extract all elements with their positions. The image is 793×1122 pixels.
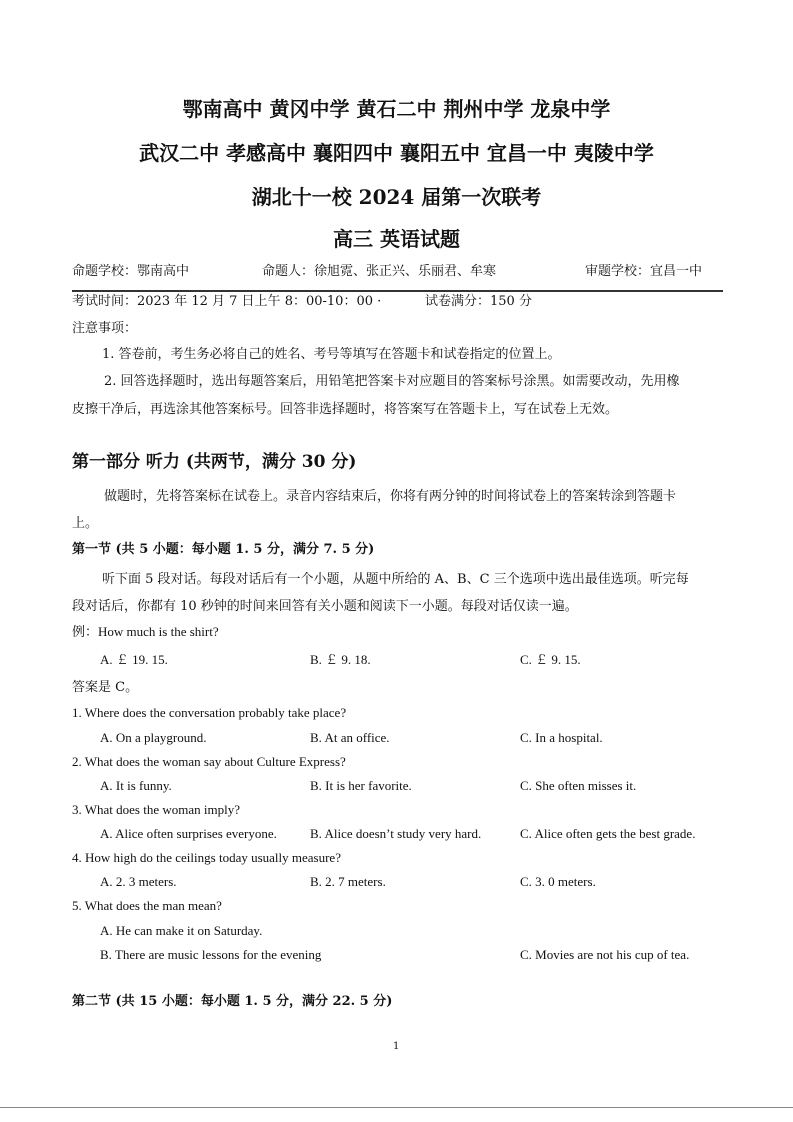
q1-option-a: A. On a playground.: [100, 730, 207, 745]
question-2: 2. What does the woman say about Culture Express?: [72, 754, 346, 769]
header-rule: [72, 290, 723, 292]
example-option-a: A. ￡ 19. 15.: [100, 652, 168, 667]
setter-school: 命题学校：鄂南高中: [72, 264, 190, 279]
q3-option-a: A. Alice often surprises everyone.: [100, 826, 277, 841]
example-option-c: C. ￡ 9. 15.: [520, 652, 581, 667]
q4-option-c: C. 3. 0 meters.: [520, 874, 596, 889]
q5-option-b: B. There are music lessons for the evening: [100, 947, 322, 962]
q2-option-a: A. It is funny.: [100, 778, 172, 793]
section1-intro-cont: 段对话后，你都有 10 秒钟的时间来回答有关小题和阅读下一小题。每段对话仅读一遍。: [72, 599, 578, 614]
note-item-2: 2. 回答选择题时，选出每题答案后，用铅笔把答案卡对应题目的答案标号涂黑。如需要改动，先用橡: [104, 374, 680, 389]
q3-option-c: C. Alice often gets the best grade.: [520, 826, 696, 841]
notes-title: 注意事项：: [72, 321, 138, 336]
page-number: 1: [393, 1041, 400, 1052]
question-3: 3. What does the woman imply?: [72, 802, 241, 817]
q5-option-a: A. He can make it on Saturday.: [100, 923, 263, 938]
title-schools-2: 武汉二中 孝感高中 襄阳四中 襄阳五中 宜昌一中 夷陵中学: [139, 141, 654, 165]
q2-option-b: B. It is her favorite.: [310, 778, 412, 793]
example-answer: 答案是 C。: [72, 680, 139, 695]
full-score: 试卷满分：150 分: [425, 294, 532, 309]
section1-heading: 第一节 (共 5 小题：每小题 1. 5 分，满分 7. 5 分): [72, 542, 375, 557]
question-5: 5. What does the man mean?: [72, 898, 222, 913]
title-subject: 高三 英语试题: [333, 227, 460, 251]
q2-option-c: C. She often misses it.: [520, 778, 637, 793]
page-bottom-rule: [0, 1107, 793, 1108]
section1-intro: 听下面 5 段对话。每段对话后有一个小题，从题中所给的 A、B、C 三个选项中选出最佳选项。听完每: [102, 572, 689, 587]
reviewer-school: 审题学校：宜昌一中: [585, 264, 703, 279]
exam-time: 考试时间：2023 年 12 月 7 日上午 8：00-10：00 ·: [72, 294, 382, 309]
title-exam: 湖北十一校 2024 届第一次联考: [251, 185, 542, 209]
note-item-1: 1. 答卷前，考生务必将自己的姓名、考号等填写在答题卡和试卷指定的位置上。: [102, 347, 561, 362]
q1-option-b: B. At an office.: [310, 730, 390, 745]
setters: 命题人：徐旭霓、张正兴、乐丽君、牟寒: [262, 264, 497, 279]
example-question: 例：How much is the shirt?: [72, 624, 219, 639]
part1-intro: 做题时，先将答案标在试卷上。录音内容结束后，你将有两分钟的时间将试卷上的答案转涂到答题卡: [104, 489, 677, 504]
question-1: 1. Where does the conversation probably take place?: [72, 705, 347, 720]
q1-option-c: C. In a hospital.: [520, 730, 603, 745]
title-schools-1: 鄂南高中 黄冈中学 黄石二中 荆州中学 龙泉中学: [182, 97, 611, 121]
q4-option-b: B. 2. 7 meters.: [310, 874, 386, 889]
q4-option-a: A. 2. 3 meters.: [100, 874, 177, 889]
example-option-b: B. ￡ 9. 18.: [310, 652, 371, 667]
part1-intro-cont: 上。: [72, 516, 99, 531]
q3-option-b: B. Alice doesn’t study very hard.: [310, 826, 482, 841]
question-4: 4. How high do the ceilings today usually measure?: [72, 850, 341, 865]
note-item-2-cont: 皮擦干净后，再选涂其他答案标号。回答非选择题时，将答案写在答题卡上，写在试卷上无效。: [72, 402, 619, 417]
part1-heading: 第一部分 听力 (共两节，满分 30 分): [72, 452, 357, 472]
section2-heading: 第二节 (共 15 小题：每小题 1. 5 分，满分 22. 5 分): [72, 994, 393, 1009]
q5-option-c: C. Movies are not his cup of tea.: [520, 947, 690, 962]
